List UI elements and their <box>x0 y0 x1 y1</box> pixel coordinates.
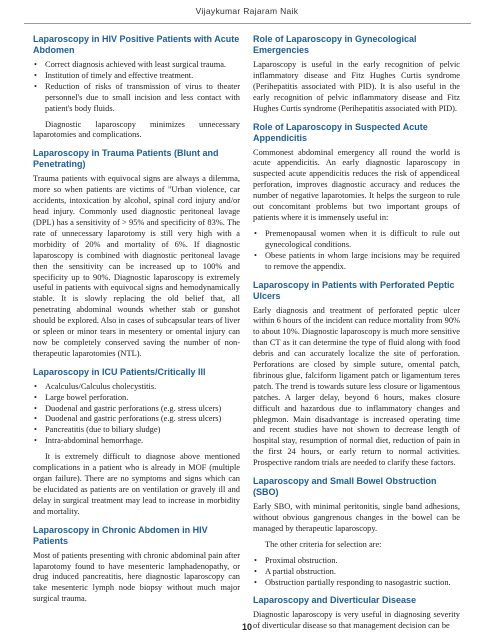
list-item-text: Duodenal and gastric perforations (e.g. stress ulcers) <box>45 414 222 424</box>
section-heading: Laparoscopy in ICU Patients/Critically Ill <box>33 366 206 377</box>
right-column <box>253 34 460 631</box>
running-head: Vijaykumar Rajaram Naik <box>195 6 299 16</box>
section-heading: Laparoscopy and Diverticular Disease <box>253 595 417 606</box>
list-item-text: Obstruction partially responding to nasogastric suction. <box>265 577 451 587</box>
list-item <box>33 414 240 425</box>
list-item-text: Obese patients in whom large incisions may be required to remove the appendix. <box>265 250 460 271</box>
list-item <box>253 229 460 251</box>
bullet-icon: • <box>254 228 257 238</box>
left-column <box>33 34 240 620</box>
list-item <box>33 393 240 404</box>
paragraph: The other criteria for selection are: <box>265 539 382 549</box>
paragraph: Diagnostic laparoscopy is very useful in diagnosing severity of diverticular disease so that management decision can be <box>253 610 460 631</box>
list-item <box>253 578 460 589</box>
section-trauma <box>33 148 240 359</box>
section-peptic-ulcer <box>253 280 460 470</box>
section-hiv-chronic-abdomen <box>33 525 240 606</box>
list-item-text: Intra-abdominal hemorrhage. <box>45 436 144 446</box>
bullet-icon: • <box>34 81 37 91</box>
section-hiv-acute-abdomen <box>33 34 240 141</box>
bullet-icon: • <box>34 70 37 80</box>
list-item <box>33 71 240 82</box>
list-item <box>33 404 240 415</box>
bullet-icon: • <box>34 60 37 69</box>
list-item <box>33 60 240 71</box>
bullet-icon: • <box>34 403 37 413</box>
section-heading: Role of Laparoscopy in Gynecological Emergencies <box>253 34 417 55</box>
section-heading: Laparoscopy in Chronic Abdomen in HIV Patients <box>33 524 208 546</box>
paragraph: Most of patients presenting with chronic abdominal pain after laparotomy found to have mesenteric lamphadenopathy, or drug induced pancreatitis, here diagnostic laparoscopy can take mesenteric lymph node biopsy without much major surgical trauma. <box>33 550 240 604</box>
section-heading: Laparoscopy in Trauma Patients (Blunt and Penetrating) <box>33 148 219 170</box>
list-item-text: Premenopausal women when it is difficult to rule out gynecological conditions. <box>265 228 460 249</box>
list-item-text: Proximal obstruction. <box>265 555 338 565</box>
list-item-text: Duodenal and gastric perforations (e.g. stress ulcers) <box>45 403 222 413</box>
list-item-text: A partial obstruction. <box>265 566 336 576</box>
list-item <box>253 556 460 567</box>
bullet-icon: • <box>254 566 257 576</box>
paragraph: Early diagnosis and treatment of perforated peptic ulcer within 6 hours of the incident can reduce mortality from 90% to about 10%. Diagnostic laparoscopy is much more sensitive than CT as it can determine the type of fluid along with food debris and can accurately localize the site of perforation. Perforations are closed by simple suture, omental patch, fibrinous glue, falciform ligament patch or ligamentum teres patch. The trend is towards suture less closure or ligamentous patches. A larger delay, beyond 6 hours, makes closure difficult and hazardous due to inflammatory changes and phlegmon. Main disadvantage is increased operating time and recent studies have not shown to decrease length of hospital stay, resumption of normal diet, reduction of pain in the first 24 hours, or early return to normal activities. Prospective random trials are needed to clarify these factors. <box>253 305 460 468</box>
paragraph: Early SBO, with minimal peritonitis, single band adhesions, without obvious gangrenous changes in the bowel can be managed by therapeutic laparoscopy. <box>253 502 460 533</box>
bullet-icon: • <box>34 436 37 446</box>
list-item <box>253 251 460 273</box>
section-gynecological <box>253 34 460 115</box>
bullet-icon: • <box>254 250 257 260</box>
paragraph: Commonest abdominal emergency all round the world is acute appendicitis. An early diagnostic laparoscopy in suspected acute appendicitis reduces the risk of appendiceal perforation, improves diagnostic accuracy and reduces the number of negative laparotomies. It helps the surgeon to rule out concomitant problems but two important groups of patients where it is immensely useful in: <box>253 147 460 222</box>
list-item-text: Large bowel perforation. <box>45 392 129 402</box>
bullet-icon: • <box>34 381 37 391</box>
header-rule <box>24 23 471 24</box>
section-small-bowel-obstruction <box>253 476 460 588</box>
bullet-icon: • <box>34 414 37 424</box>
section-heading: Role of Laparoscopy in Suspected Acute Appendicitis <box>253 121 428 143</box>
list-item <box>33 382 240 393</box>
bullet-icon: • <box>254 577 257 587</box>
bullet-icon: • <box>34 425 37 435</box>
paragraph: Diagnostic laparoscopy minimizes unnecessary laparotomies and complications. <box>33 119 240 140</box>
paragraph: Laparoscopy is useful in the early recognition of pelvic inflammatory disease and Fitz Hughes Curtis syndrome (Perihepatitis associated with PID). It is also useful in the early recognition of pelvic inflammatory disease and Fitz Hughes Curtis syndrome (Perihepatitis associated with PID). <box>253 60 460 113</box>
bullet-list <box>33 60 240 115</box>
bullet-list <box>33 382 240 447</box>
section-heading: Laparoscopy and Small Bowel Obstruction (SBO) <box>253 476 437 498</box>
section-icu <box>33 367 240 518</box>
list-item <box>253 567 460 578</box>
section-heading: Laparoscopy in Patients with Perforated Peptic Ulcers <box>253 279 455 301</box>
list-item-text: Acalculus/Calculus cholecystitis. <box>45 381 157 391</box>
bullet-list <box>253 556 460 589</box>
page-number: 10 <box>241 622 252 632</box>
bullet-icon: • <box>34 392 37 402</box>
paragraph: It is extremely difficult to diagnose above mentioned complications in a patient who is already in MOF (multiple organ failure). There are no symptoms and signs which can be elucidated as patients are on ventilation or gravely ill and delay in surgical treatment may lead to increase in morbidity and mortality. <box>33 452 240 516</box>
list-item <box>33 436 240 447</box>
list-item-text: Correct diagnosis achieved with least surgical trauma. <box>45 60 227 69</box>
list-item <box>33 82 240 115</box>
list-item <box>33 425 240 436</box>
list-item-text: Reduction of risks of transmission of virus to theater personnel's due to small incision and less contact with patient's body fluids. <box>45 81 240 113</box>
bullet-icon: • <box>254 555 257 565</box>
section-appendicitis <box>253 122 460 273</box>
list-item-text: Institution of timely and effective treatment. <box>45 70 194 80</box>
bullet-list <box>253 229 460 273</box>
paragraph: Trauma patients with equivocal signs are always a dilemma, more so when patients are victims of "Urban violence, car accidents, intoxication by alcohol, spinal cord injury and/or head injury. Commonly used diagnostic peritoneal lavage (DPL) has a sensitivity of > 95% and specificity of 83%. The rate of unnecessary laparotomy is still very high with a morbidity of 20% and mortality of 6%. If diagnostic laparoscopy is combined with diagnostic peritoneal lavage then the sensitivity can be increased up to 100% and specificity up to 90%. Diagnostic laparoscopy is extremely useful in patients with equivocal signs and hemodynamically stable. It is slowly replacing the old belief that, all penetrating abdominal wounds whether stab or gunshot should be explored. Also in cases of subcapsular tears of liver or spleen or minor tears in mesentery or omental injury can now be completely conserved saving the number of non-therapeutic laparotomies (NTL). <box>33 174 240 358</box>
list-item-text: Pancreatitis (due to biliary sludge) <box>45 425 161 435</box>
section-heading: Laparoscopy in HIV Positive Patients with Acute Abdomen <box>33 34 240 55</box>
